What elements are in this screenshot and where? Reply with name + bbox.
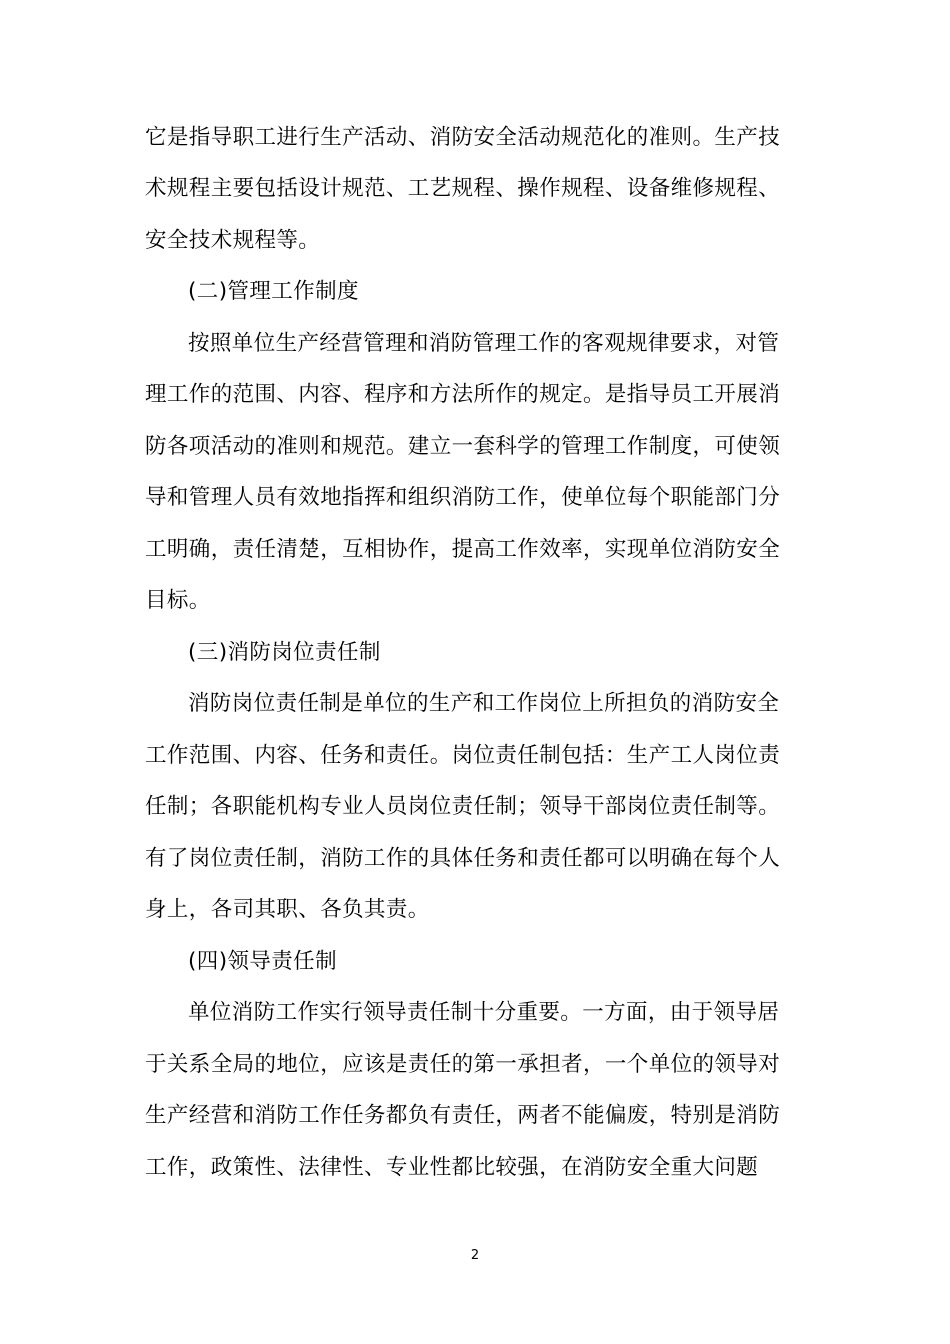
- text-line: 理工作的范围、内容、程序和方法所作的规定。是指导员工开展消: [145, 382, 781, 407]
- text-line: 目标。: [145, 588, 211, 613]
- text-line: 工明确，责任清楚，互相协作，提高工作效率，实现单位消防安全: [145, 537, 781, 562]
- section-heading: (三)消防岗位责任制: [188, 640, 381, 665]
- text-line: 消防岗位责任制是单位的生产和工作岗位上所担负的消防安全: [188, 691, 780, 716]
- text-line: 工作范围、内容、任务和责任。岗位责任制包括：生产工人岗位责: [145, 743, 781, 768]
- text-line: 它是指导职工进行生产活动、消防安全活动规范化的准则。生产技: [145, 125, 781, 150]
- page-number: 2: [470, 1248, 480, 1263]
- text-line: 导和管理人员有效地指挥和组织消防工作，使单位每个职能部门分: [145, 485, 781, 510]
- text-line: 术规程主要包括设计规范、工艺规程、操作规程、设备维修规程、: [145, 176, 781, 201]
- text-line: 单位消防工作实行领导责任制十分重要。一方面，由于领导居: [188, 1000, 780, 1025]
- text-line: 身上，各司其职、各负其责。: [145, 897, 430, 922]
- text-line: 于关系全局的地位，应该是责任的第一承担者，一个单位的领导对: [145, 1052, 781, 1077]
- section-heading: (二)管理工作制度: [188, 279, 359, 304]
- text-line: 按照单位生产经营管理和消防管理工作的客观规律要求，对管: [188, 331, 780, 356]
- text-line: 防各项活动的准则和规范。建立一套科学的管理工作制度，可使领: [145, 434, 781, 459]
- text-line: 工作，政策性、法律性、专业性都比较强，在消防安全重大问题: [145, 1155, 759, 1180]
- text-line: 任制；各职能机构专业人员岗位责任制；领导干部岗位责任制等。: [145, 794, 781, 819]
- section-heading: (四)领导责任制: [188, 949, 337, 974]
- text-line: 有了岗位责任制，消防工作的具体任务和责任都可以明确在每个人: [145, 846, 781, 871]
- text-line: 安全技术规程等。: [145, 228, 321, 253]
- text-line: 生产经营和消防工作任务都负有责任，两者不能偏废，特别是消防: [145, 1103, 781, 1128]
